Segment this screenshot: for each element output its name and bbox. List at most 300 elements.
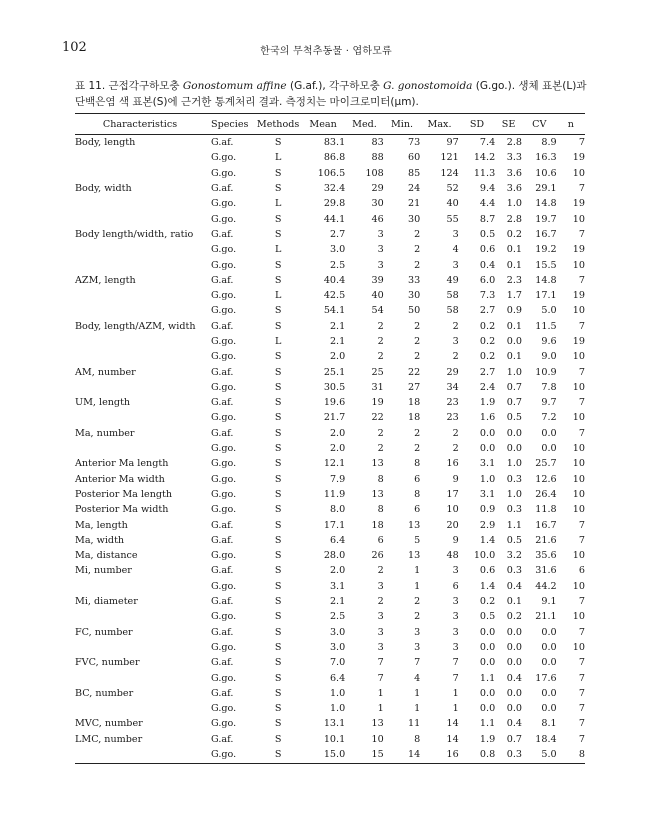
cell-min: 11	[408, 718, 421, 730]
table-row	[75, 625, 585, 640]
header-row	[75, 114, 585, 135]
cell-n: 7	[578, 733, 585, 745]
cell-sd: 0.5	[479, 228, 496, 240]
cell-species: G.go.	[211, 703, 237, 715]
cell-max: 40	[446, 198, 459, 210]
cell-method: L	[274, 152, 282, 164]
cell-min: 2	[414, 320, 421, 332]
cell-se: 0.7	[506, 381, 522, 393]
table-caption	[75, 78, 595, 110]
cell-se: 0.9	[506, 305, 522, 317]
cell-mean: 30.5	[323, 381, 346, 393]
cell-sd: 6.0	[479, 274, 496, 286]
cell-se: 0.3	[506, 504, 522, 516]
cell-max: 10	[446, 504, 459, 516]
cell-se: 0.4	[506, 672, 522, 684]
cell-mean: 2.1	[329, 596, 346, 608]
cell-method: S	[274, 703, 282, 715]
cell-n: 10	[572, 550, 585, 562]
cell-n: 7	[578, 672, 585, 684]
cell-max: 2	[452, 443, 459, 455]
cell-method: S	[274, 550, 282, 562]
cell-cv: 7.2	[541, 412, 557, 424]
cell-se: 0.7	[506, 397, 522, 409]
cell-se: 0.1	[506, 351, 522, 363]
cell-species: G.go.	[211, 259, 237, 271]
col-methods: Methods	[255, 114, 301, 135]
cell-min: 3	[414, 626, 421, 638]
cell-se: 0.7	[506, 733, 522, 745]
cell-min: 30	[408, 213, 421, 225]
cell-mean: 25.1	[323, 366, 346, 378]
cell-method: S	[274, 733, 282, 745]
cell-min: 33	[408, 274, 421, 286]
cell-characteristic	[75, 166, 205, 181]
cell-characteristic: Mi, diameter	[75, 596, 138, 608]
table-row	[75, 135, 585, 151]
cell-mean: 17.1	[323, 519, 346, 531]
table-row	[75, 701, 585, 716]
cell-max: 55	[446, 213, 459, 225]
cell-cv: 15.5	[535, 259, 557, 271]
cell-max: 3	[452, 641, 459, 653]
cell-mean: 2.1	[329, 336, 346, 347]
cell-median: 3	[377, 580, 384, 592]
cell-max: 23	[446, 397, 459, 409]
cell-median: 25	[371, 366, 384, 378]
cell-max: 121	[440, 152, 459, 164]
cell-mean: 11.9	[323, 488, 346, 500]
cell-min: 8	[414, 458, 421, 470]
col-median: Med.	[345, 114, 384, 135]
cell-species: G.go.	[211, 351, 237, 363]
cell-max: 3	[452, 611, 459, 623]
cell-mean: 1.0	[329, 687, 346, 699]
cell-species: G.go.	[211, 412, 237, 424]
cell-n: 10	[572, 580, 585, 592]
cell-cv: 11.8	[535, 504, 557, 516]
cell-species: G.af.	[211, 657, 234, 669]
cell-n: 7	[578, 427, 585, 439]
cell-max: 16	[420, 747, 458, 764]
col-mean: Mean	[301, 114, 345, 135]
cell-min: 4	[414, 672, 421, 684]
table-row	[75, 242, 585, 257]
cell-median: 15	[345, 747, 384, 764]
cell-min: 2	[414, 443, 421, 455]
cell-n: 10	[572, 305, 585, 317]
cell-mean: 19.6	[323, 397, 346, 409]
cell-species: G.af.	[211, 183, 234, 195]
cell-se: 3.6	[506, 183, 522, 195]
cell-characteristic: Ma, distance	[75, 550, 138, 562]
cell-median: 10	[371, 733, 384, 745]
cell-se: 2.8	[506, 213, 522, 225]
cell-n: 7	[578, 626, 585, 638]
cell-characteristic	[75, 380, 205, 395]
cell-sd: 0.0	[479, 443, 496, 455]
cell-species: G.go.	[211, 381, 237, 393]
cell-sd: 0.0	[479, 641, 496, 653]
cell-max: 4	[452, 244, 459, 256]
cell-characteristic: Posterior Ma width	[75, 504, 169, 516]
cell-cv: 5.0	[522, 747, 557, 764]
cell-max: 52	[446, 183, 459, 195]
table-row	[75, 579, 585, 594]
cell-max: 3	[452, 259, 459, 271]
cell-mean: 1.0	[329, 703, 346, 715]
cell-se: 2.3	[506, 274, 522, 286]
cell-characteristic: Anterior Ma length	[75, 458, 169, 470]
table-row	[75, 594, 585, 609]
caption-species-2: G. gonostomoida	[383, 80, 473, 92]
cell-method: S	[274, 565, 282, 577]
cell-median: 40	[371, 290, 384, 302]
cell-min: 2	[414, 336, 421, 347]
cell-method: S	[274, 657, 282, 669]
cell-se: 2.8	[506, 137, 522, 149]
cell-method: L	[274, 290, 282, 302]
cell-cv: 0.0	[541, 657, 557, 669]
cell-median: 3	[377, 626, 384, 638]
cell-n: 8	[557, 747, 585, 764]
cell-method: S	[274, 580, 282, 592]
cell-method: S	[274, 259, 282, 271]
cell-method: S	[274, 672, 282, 684]
cell-cv: 11.5	[535, 320, 557, 332]
table-row	[75, 747, 585, 764]
cell-max: 16	[446, 458, 459, 470]
cell-median: 13	[371, 718, 384, 730]
cell-se: 0.2	[506, 228, 522, 240]
cell-max: 2	[452, 427, 459, 439]
cell-characteristic: AZM, length	[75, 274, 136, 286]
cell-median: 2	[377, 565, 384, 577]
cell-max: 23	[446, 412, 459, 424]
cell-cv: 19.7	[535, 213, 557, 225]
cell-method: L	[274, 336, 282, 347]
cell-min: 2	[414, 244, 421, 256]
cell-mean: 7.0	[329, 657, 346, 669]
cell-sd: 1.6	[479, 412, 496, 424]
cell-n: 10	[572, 167, 585, 179]
cell-species: G.af.	[211, 320, 234, 332]
cell-sd: 1.1	[479, 718, 496, 730]
cell-mean: 29.8	[323, 198, 346, 210]
cell-sd: 11.3	[473, 167, 496, 179]
table-row	[75, 257, 585, 272]
cell-median: 13	[371, 458, 384, 470]
cell-median: 13	[371, 488, 384, 500]
cell-se: 0.5	[506, 412, 522, 424]
cell-mean: 106.5	[317, 167, 346, 179]
cell-species: G.af.	[211, 228, 234, 240]
cell-max: 1	[452, 703, 459, 715]
cell-max: 9	[452, 534, 459, 546]
cell-median: 31	[371, 381, 384, 393]
cell-n: 7	[578, 596, 585, 608]
cell-characteristic: FVC, number	[75, 657, 140, 669]
cell-max: 2	[452, 351, 459, 363]
cell-sd: 0.0	[479, 657, 496, 669]
cell-n: 10	[572, 458, 585, 470]
cell-species: G.af.	[211, 397, 234, 409]
cell-cv: 9.6	[541, 336, 557, 347]
cell-se: 1.0	[506, 198, 522, 210]
cell-median: 88	[371, 152, 384, 164]
cell-cv: 17.1	[535, 290, 557, 302]
cell-sd: 1.1	[479, 672, 496, 684]
cell-n: 6	[578, 565, 585, 577]
cell-mean: 2.7	[329, 228, 346, 240]
cell-cv: 16.7	[535, 228, 557, 240]
cell-species: G.af.	[211, 274, 234, 286]
table-row	[75, 181, 585, 196]
cell-sd: 3.1	[479, 458, 496, 470]
cell-median: 29	[371, 183, 384, 195]
cell-characteristic: Ma, length	[75, 519, 128, 531]
cell-median: 18	[371, 519, 384, 531]
cell-method: S	[274, 381, 282, 393]
cell-method: S	[274, 427, 282, 439]
cell-median: 54	[371, 305, 384, 317]
cell-species: G.go.	[211, 290, 237, 302]
cell-mean: 15.0	[301, 747, 345, 764]
cell-min: 8	[414, 733, 421, 745]
cell-n: 10	[572, 213, 585, 225]
cell-method: S	[274, 534, 282, 546]
cell-species: G.go.	[211, 718, 237, 730]
cell-characteristic	[75, 150, 205, 165]
cell-species: G.go.	[211, 305, 237, 317]
cell-max: 3	[452, 565, 459, 577]
cell-method: S	[274, 167, 282, 179]
cell-max: 9	[452, 473, 459, 485]
col-characteristics: Characteristics	[75, 114, 205, 135]
cell-n: 19	[572, 152, 585, 164]
cell-mean: 54.1	[323, 305, 346, 317]
statistics-table	[75, 113, 585, 764]
cell-se: 0.1	[506, 244, 522, 256]
cell-median: 3	[377, 259, 384, 271]
col-n: n	[557, 114, 585, 135]
cell-cv: 29.1	[535, 183, 557, 195]
cell-method: S	[274, 641, 282, 653]
cell-se: 0.0	[506, 626, 522, 638]
cell-method: S	[274, 366, 282, 378]
table-row	[75, 303, 585, 318]
table-row	[75, 364, 585, 379]
table-row	[75, 609, 585, 624]
cell-max: 58	[446, 305, 459, 317]
cell-n: 10	[572, 611, 585, 623]
cell-min: 1	[414, 703, 421, 715]
table-row	[75, 686, 585, 701]
table-row	[75, 349, 585, 364]
cell-max: 48	[446, 550, 459, 562]
cell-characteristic: Body, width	[75, 183, 132, 195]
cell-sd: 2.4	[479, 381, 496, 393]
cell-n: 10	[572, 412, 585, 424]
cell-cv: 14.8	[535, 198, 557, 210]
cell-se: 1.1	[506, 519, 522, 531]
cell-mean: 2.0	[329, 351, 346, 363]
cell-mean: 32.4	[323, 183, 346, 195]
cell-mean: 44.1	[323, 213, 346, 225]
cell-sd: 2.9	[479, 519, 496, 531]
cell-mean: 6.4	[329, 534, 346, 546]
cell-n: 7	[578, 366, 585, 378]
cell-sd: 7.4	[479, 137, 496, 149]
cell-characteristic	[75, 257, 205, 272]
cell-min: 30	[408, 290, 421, 302]
cell-se: 0.3	[506, 473, 522, 485]
table-row	[75, 319, 585, 334]
cell-max: 6	[452, 580, 459, 592]
table-row	[75, 334, 585, 349]
cell-n: 10	[572, 381, 585, 393]
cell-characteristic	[75, 579, 205, 594]
table-row	[75, 166, 585, 181]
cell-method: S	[274, 473, 282, 485]
cell-min: 8	[414, 488, 421, 500]
cell-characteristic: Body length/width, ratio	[75, 228, 194, 240]
cell-median: 6	[377, 534, 384, 546]
table-row	[75, 655, 585, 670]
cell-mean: 8.0	[329, 504, 346, 516]
cell-mean: 13.1	[323, 718, 346, 730]
table-row	[75, 273, 585, 288]
cell-method: S	[274, 397, 282, 409]
cell-sd: 1.0	[479, 473, 496, 485]
cell-characteristic: Ma, number	[75, 427, 135, 439]
cell-median: 2	[377, 443, 384, 455]
running-title: 한국의 무척추동물 · 엽하모류	[260, 46, 392, 57]
cell-species: G.go.	[211, 167, 237, 179]
cell-se: 0.1	[506, 596, 522, 608]
cell-sd: 1.4	[479, 580, 496, 592]
cell-characteristic	[75, 747, 205, 764]
cell-sd: 0.2	[479, 351, 496, 363]
cell-sd: 1.9	[479, 733, 496, 745]
cell-species: G.af.	[211, 519, 234, 531]
col-max: Max.	[420, 114, 458, 135]
cell-median: 39	[371, 274, 384, 286]
cell-characteristic: MVC, number	[75, 718, 143, 730]
col-min: Min.	[384, 114, 421, 135]
cell-sd: 0.6	[479, 565, 496, 577]
cell-min: 2	[414, 228, 421, 240]
cell-species: G.go.	[211, 244, 237, 256]
cell-n: 19	[572, 244, 585, 256]
cell-n: 10	[572, 351, 585, 363]
cell-characteristic	[75, 196, 205, 211]
cell-min: 27	[408, 381, 421, 393]
cell-max: 3	[452, 228, 459, 240]
cell-mean: 83.1	[323, 137, 346, 149]
cell-cv: 16.7	[535, 519, 557, 531]
cell-cv: 9.7	[541, 397, 557, 409]
cell-cv: 10.9	[535, 366, 557, 378]
cell-method: S	[274, 626, 282, 638]
table-row	[75, 548, 585, 563]
cell-median: 2	[377, 320, 384, 332]
cell-n: 7	[578, 397, 585, 409]
cell-median: 8	[377, 504, 384, 516]
cell-max: 124	[440, 167, 459, 179]
table-row	[75, 670, 585, 685]
table-row	[75, 456, 585, 471]
cell-cv: 0.0	[541, 641, 557, 653]
cell-method: S	[274, 320, 282, 332]
cell-method: S	[255, 747, 301, 764]
cell-n: 10	[572, 488, 585, 500]
cell-n: 7	[578, 320, 585, 332]
caption-text-3: (G.go.). 생체 표본(L)과 단백은염 색 표본(S)에 근거한 통계처리 결과. 측정치는 마이크로미터(μm).	[75, 80, 587, 108]
cell-n: 7	[578, 687, 585, 699]
cell-se: 0.5	[506, 534, 522, 546]
cell-min: 2	[414, 351, 421, 363]
cell-cv: 5.0	[541, 305, 557, 317]
cell-se: 0.3	[506, 565, 522, 577]
cell-characteristic: BC, number	[75, 687, 134, 699]
col-cv: CV	[522, 114, 557, 135]
cell-median: 2	[377, 596, 384, 608]
cell-min: 6	[414, 504, 421, 516]
cell-median: 19	[371, 397, 384, 409]
cell-min: 13	[408, 550, 421, 562]
cell-characteristic: Body, length/AZM, width	[75, 320, 196, 332]
table-row	[75, 150, 585, 165]
cell-species: G.af.	[211, 427, 234, 439]
caption-text-1: 표 11. 근접각구하모충	[75, 80, 183, 92]
cell-characteristic	[75, 303, 205, 318]
cell-n: 7	[578, 519, 585, 531]
cell-sd: 0.0	[479, 703, 496, 715]
cell-species: G.go.	[211, 443, 237, 455]
cell-species: G.af.	[211, 733, 234, 745]
cell-median: 3	[377, 228, 384, 240]
cell-sd: 0.6	[479, 244, 496, 256]
table-row	[75, 487, 585, 502]
cell-sd: 9.4	[479, 183, 496, 195]
cell-cv: 26.4	[535, 488, 557, 500]
cell-species: G.go.	[211, 152, 237, 164]
cell-species: G.af.	[211, 626, 234, 638]
cell-median: 8	[377, 473, 384, 485]
table-row	[75, 563, 585, 578]
cell-cv: 9.0	[541, 351, 557, 363]
cell-sd: 14.2	[473, 152, 496, 164]
cell-mean: 40.4	[323, 274, 346, 286]
cell-species: G.go.	[211, 641, 237, 653]
cell-species: G.af.	[211, 596, 234, 608]
cell-characteristic	[75, 242, 205, 257]
cell-n: 7	[578, 137, 585, 149]
col-se: SE	[495, 114, 522, 135]
cell-characteristic: Posterior Ma length	[75, 488, 173, 500]
cell-species: G.go.	[211, 611, 237, 623]
cell-cv: 19.2	[535, 244, 557, 256]
cell-max: 29	[446, 366, 459, 378]
cell-mean: 2.5	[329, 259, 346, 271]
cell-min: 13	[408, 519, 421, 531]
cell-cv: 35.6	[535, 550, 557, 562]
table-header	[75, 114, 585, 135]
cell-max: 58	[446, 290, 459, 302]
cell-species: G.af.	[211, 565, 234, 577]
cell-method: S	[274, 611, 282, 623]
